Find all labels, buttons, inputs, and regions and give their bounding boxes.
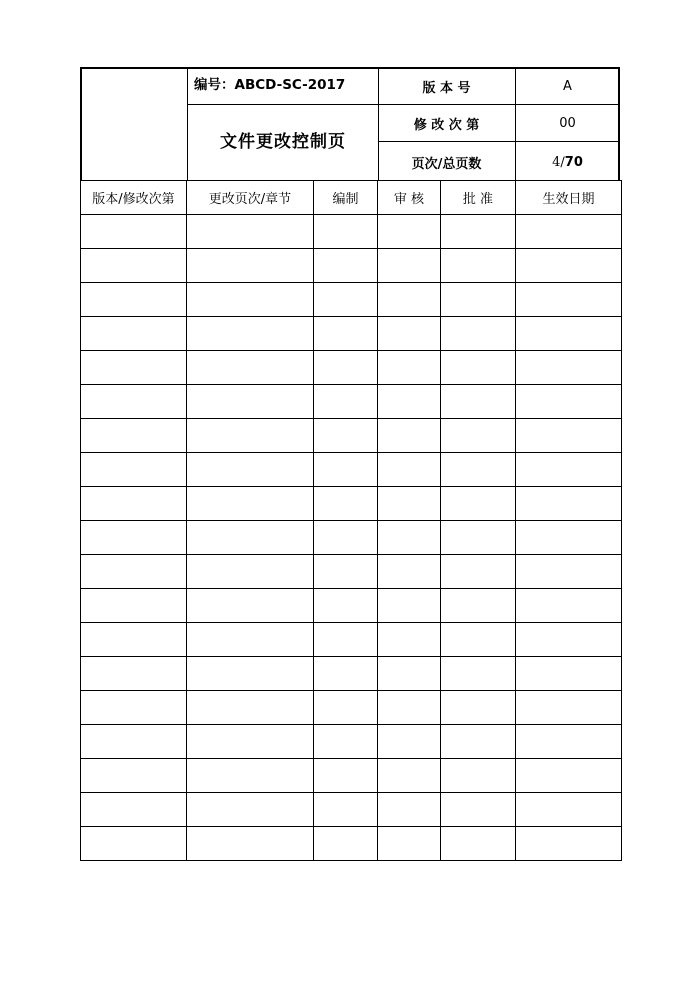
table-cell[interactable]: [81, 249, 187, 283]
table-cell[interactable]: [314, 419, 378, 453]
table-cell[interactable]: [81, 215, 187, 249]
table-cell[interactable]: [81, 487, 187, 521]
table-cell[interactable]: [441, 759, 516, 793]
column-header: 版本/修改次第: [81, 181, 187, 215]
column-header: 审 核: [378, 181, 441, 215]
table-cell[interactable]: [516, 419, 622, 453]
table-cell[interactable]: [516, 623, 622, 657]
table-cell[interactable]: [441, 215, 516, 249]
table-cell[interactable]: [378, 725, 441, 759]
table-cell[interactable]: [187, 657, 314, 691]
table-row: [81, 725, 622, 759]
table-row: [81, 453, 622, 487]
table-cell[interactable]: [378, 283, 441, 317]
table-cell[interactable]: [187, 759, 314, 793]
table-cell[interactable]: [314, 487, 378, 521]
revision-log-table: [80, 180, 622, 861]
table-row: [81, 657, 622, 691]
table-cell[interactable]: [441, 453, 516, 487]
table-cell[interactable]: [516, 725, 622, 759]
table-cell[interactable]: [441, 283, 516, 317]
table-row: [81, 623, 622, 657]
table-cell[interactable]: [516, 283, 622, 317]
table-cell[interactable]: [81, 385, 187, 419]
table-cell[interactable]: [378, 249, 441, 283]
table-cell[interactable]: [378, 793, 441, 827]
table-cell[interactable]: [441, 521, 516, 555]
table-cell[interactable]: [187, 351, 314, 385]
table-cell[interactable]: [378, 317, 441, 351]
table-cell[interactable]: [314, 521, 378, 555]
table-cell[interactable]: [516, 691, 622, 725]
table-cell[interactable]: [378, 759, 441, 793]
table-cell[interactable]: [516, 657, 622, 691]
table-cell[interactable]: [516, 385, 622, 419]
table-cell[interactable]: [441, 623, 516, 657]
table-cell[interactable]: [378, 589, 441, 623]
table-row: [81, 759, 622, 793]
table-cell[interactable]: [441, 317, 516, 351]
page-total: 70: [564, 154, 583, 170]
document-title: 文件更改控制页: [220, 132, 346, 152]
table-row: [81, 555, 622, 589]
table-cell[interactable]: [378, 657, 441, 691]
table-row: [81, 283, 622, 317]
version-label: 版 本 号: [422, 81, 471, 96]
table-cell[interactable]: [81, 419, 187, 453]
table-cell[interactable]: [187, 385, 314, 419]
table-cell[interactable]: [314, 385, 378, 419]
column-header: 生效日期: [516, 181, 622, 215]
table-cell[interactable]: [187, 691, 314, 725]
table-cell[interactable]: [314, 215, 378, 249]
table-cell[interactable]: [314, 793, 378, 827]
table-cell[interactable]: [187, 453, 314, 487]
table-cell[interactable]: [81, 657, 187, 691]
table-cell[interactable]: [81, 453, 187, 487]
table-cell[interactable]: [441, 487, 516, 521]
table-cell[interactable]: [516, 453, 622, 487]
table-cell[interactable]: [81, 283, 187, 317]
table-cell[interactable]: [516, 589, 622, 623]
column-header: 批 准: [441, 181, 516, 215]
table-cell[interactable]: [441, 793, 516, 827]
table-cell[interactable]: [81, 317, 187, 351]
table-cell[interactable]: [516, 249, 622, 283]
table-cell[interactable]: [516, 487, 622, 521]
table-row: [81, 215, 622, 249]
table-body: [81, 215, 622, 861]
table-cell[interactable]: [187, 249, 314, 283]
table-cell[interactable]: [441, 725, 516, 759]
table-cell[interactable]: [378, 555, 441, 589]
table-cell[interactable]: [187, 555, 314, 589]
table-cell[interactable]: [187, 521, 314, 555]
table-cell[interactable]: [378, 385, 441, 419]
table-row: [81, 385, 622, 419]
table-cell[interactable]: [378, 215, 441, 249]
table-cell[interactable]: [81, 351, 187, 385]
table-cell[interactable]: [314, 249, 378, 283]
table-cell[interactable]: [378, 623, 441, 657]
table-cell[interactable]: [81, 793, 187, 827]
table-cell[interactable]: [441, 385, 516, 419]
table-cell[interactable]: [378, 691, 441, 725]
table-row: [81, 317, 622, 351]
table-cell[interactable]: [378, 487, 441, 521]
table-cell[interactable]: [441, 249, 516, 283]
table-row: [81, 351, 622, 385]
table-cell[interactable]: [441, 657, 516, 691]
table-cell[interactable]: [516, 759, 622, 793]
table-row: [81, 827, 622, 861]
table-cell[interactable]: [378, 453, 441, 487]
version-value: A: [563, 79, 572, 94]
table-cell[interactable]: [187, 283, 314, 317]
table-cell[interactable]: [187, 487, 314, 521]
revision-label: 修 改 次 第: [413, 117, 480, 133]
table-row: [81, 521, 622, 555]
table-cell[interactable]: [187, 317, 314, 351]
table-cell[interactable]: [314, 453, 378, 487]
table-cell[interactable]: [378, 521, 441, 555]
table-cell[interactable]: [187, 419, 314, 453]
table-cell[interactable]: [441, 419, 516, 453]
table-cell[interactable]: [314, 555, 378, 589]
table-cell[interactable]: [441, 351, 516, 385]
table-cell[interactable]: [516, 215, 622, 249]
table-cell[interactable]: [378, 419, 441, 453]
page-separator: /: [560, 154, 565, 170]
table-cell[interactable]: [187, 589, 314, 623]
table-cell[interactable]: [378, 351, 441, 385]
table-row: [81, 589, 622, 623]
table-row: [81, 249, 622, 283]
table-row: [81, 793, 622, 827]
table-row: [81, 419, 622, 453]
column-header: 编制: [314, 181, 378, 215]
document-code: 编号：ABCD-SC-2017: [194, 77, 346, 93]
table-cell[interactable]: [516, 555, 622, 589]
table-cell[interactable]: [441, 589, 516, 623]
table-cell[interactable]: [314, 725, 378, 759]
table-cell[interactable]: [378, 827, 441, 861]
column-header: 更改页次/章节: [187, 181, 314, 215]
table-row: [81, 691, 622, 725]
table-header-row: [81, 181, 622, 215]
table-cell[interactable]: [441, 827, 516, 861]
table-cell[interactable]: [516, 521, 622, 555]
table-cell[interactable]: [314, 317, 378, 351]
document-header: [80, 67, 620, 180]
table-cell[interactable]: [314, 589, 378, 623]
table-cell[interactable]: [441, 691, 516, 725]
table-cell[interactable]: [516, 351, 622, 385]
page-current: 4: [552, 154, 561, 170]
table-cell[interactable]: [81, 623, 187, 657]
page-count-value: [515, 142, 620, 182]
table-cell[interactable]: [81, 555, 187, 589]
table-cell[interactable]: [516, 827, 622, 861]
table-cell[interactable]: [516, 317, 622, 351]
table-cell[interactable]: [187, 623, 314, 657]
table-cell[interactable]: [187, 215, 314, 249]
table-cell[interactable]: [187, 793, 314, 827]
table-cell[interactable]: [187, 827, 314, 861]
table-cell[interactable]: [81, 725, 187, 759]
page-count-label: 页次/总页数: [411, 156, 482, 172]
table-cell[interactable]: [81, 759, 187, 793]
table-cell[interactable]: [314, 759, 378, 793]
table-cell[interactable]: [81, 827, 187, 861]
table-cell[interactable]: [314, 283, 378, 317]
table-cell[interactable]: [441, 555, 516, 589]
table-cell[interactable]: [314, 623, 378, 657]
table-cell[interactable]: [81, 589, 187, 623]
table-cell[interactable]: [187, 725, 314, 759]
table-cell[interactable]: [314, 351, 378, 385]
table-cell[interactable]: [81, 521, 187, 555]
table-row: [81, 487, 622, 521]
table-cell[interactable]: [314, 827, 378, 861]
table-cell[interactable]: [314, 657, 378, 691]
revision-value: 00: [559, 115, 576, 131]
header-divider: [187, 69, 188, 180]
table-cell[interactable]: [314, 691, 378, 725]
table-cell[interactable]: [81, 691, 187, 725]
table-cell[interactable]: [516, 793, 622, 827]
